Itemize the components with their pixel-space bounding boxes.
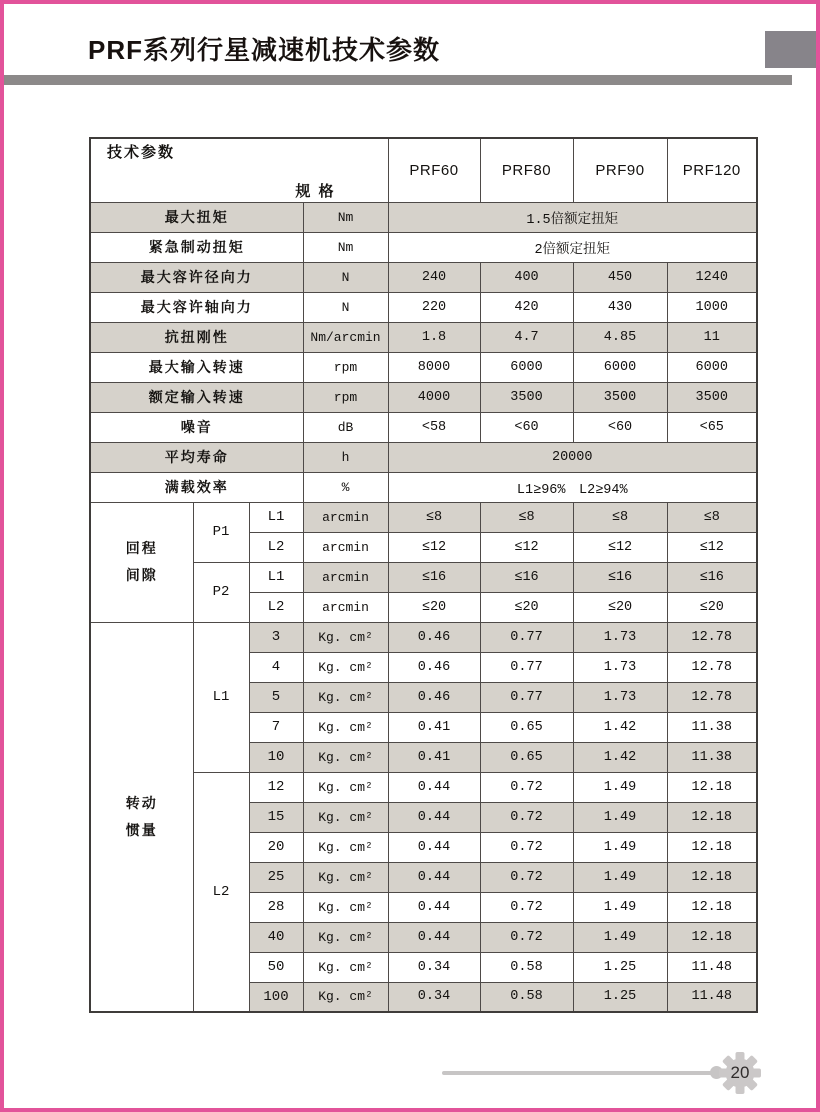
column-header-prf90: PRF90 bbox=[573, 138, 667, 202]
catalog-page bbox=[4, 4, 816, 1108]
value-cell: 12.78 bbox=[667, 652, 757, 682]
value-cell: 0.41 bbox=[388, 742, 480, 772]
row-label: 最大容许轴向力 bbox=[90, 292, 303, 322]
value-cell: 240 bbox=[388, 262, 480, 292]
title-underline-bar bbox=[4, 75, 792, 85]
corner-label-param: 技术参数 bbox=[107, 144, 176, 162]
section-label-line: 回程 bbox=[125, 540, 158, 557]
group-label-l1: L1 bbox=[193, 622, 249, 772]
value-cell: 1.8 bbox=[388, 322, 480, 352]
value-cell: 0.65 bbox=[480, 712, 573, 742]
spec-table bbox=[89, 137, 758, 1013]
value-cell: 1.49 bbox=[573, 892, 667, 922]
value-cell: ≤8 bbox=[480, 502, 573, 532]
value-cell: 1.25 bbox=[573, 982, 667, 1012]
value-cell: 12.18 bbox=[667, 772, 757, 802]
value-cell: ≤16 bbox=[388, 562, 480, 592]
row-label: 紧急制动扭矩 bbox=[90, 232, 303, 262]
value-cell: ≤12 bbox=[667, 532, 757, 562]
value-cell: 4.7 bbox=[480, 322, 573, 352]
value-cell: 12.78 bbox=[667, 682, 757, 712]
value-cell: ≤12 bbox=[480, 532, 573, 562]
value-cell: 3500 bbox=[667, 382, 757, 412]
value-cell: 0.72 bbox=[480, 922, 573, 952]
value-cell: ≤16 bbox=[573, 562, 667, 592]
column-header-prf60: PRF60 bbox=[388, 138, 480, 202]
value-cell: 0.72 bbox=[480, 802, 573, 832]
value-cell: 6000 bbox=[480, 352, 573, 382]
value-cell: 11.38 bbox=[667, 712, 757, 742]
value-cell: ≤20 bbox=[667, 592, 757, 622]
value-cell: 400 bbox=[480, 262, 573, 292]
row-label: 平均寿命 bbox=[90, 442, 303, 472]
value-cell: 1000 bbox=[667, 292, 757, 322]
page-number-badge bbox=[718, 1051, 762, 1095]
value-cell: 1.73 bbox=[573, 682, 667, 712]
unit-cell: Kg. cm² bbox=[303, 772, 388, 802]
value-cell: 0.44 bbox=[388, 832, 480, 862]
value-cell: 0.72 bbox=[480, 832, 573, 862]
value-cell: 0.41 bbox=[388, 712, 480, 742]
value-cell: 1.73 bbox=[573, 622, 667, 652]
corner-label-spec: 规 格 bbox=[295, 183, 336, 201]
value-cell: ≤12 bbox=[573, 532, 667, 562]
value-cell: 0.65 bbox=[480, 742, 573, 772]
unit-cell: Kg. cm² bbox=[303, 892, 388, 922]
unit-cell: Nm bbox=[303, 232, 388, 262]
value-cell: 0.77 bbox=[480, 652, 573, 682]
value-cell: ≤12 bbox=[388, 532, 480, 562]
value-cell: 4000 bbox=[388, 382, 480, 412]
unit-cell: % bbox=[303, 472, 388, 502]
page-title: PRF系列行星减速机技术参数 bbox=[88, 35, 441, 65]
value-cell: ≤20 bbox=[480, 592, 573, 622]
value-cell: ≤8 bbox=[573, 502, 667, 532]
value-cell: ≤8 bbox=[667, 502, 757, 532]
row-label: 抗扭刚性 bbox=[90, 322, 303, 352]
value-cell: <58 bbox=[388, 412, 480, 442]
level-cell: L1 bbox=[249, 502, 303, 532]
value-cell: ≤20 bbox=[388, 592, 480, 622]
value-cell: 0.46 bbox=[388, 682, 480, 712]
group-label-l2: L2 bbox=[193, 772, 249, 1012]
level-cell: L1 bbox=[249, 562, 303, 592]
value-cell: 450 bbox=[573, 262, 667, 292]
ratio-cell: 28 bbox=[249, 892, 303, 922]
value-cell: 12.18 bbox=[667, 862, 757, 892]
value-cell: 1.25 bbox=[573, 952, 667, 982]
value-cell: 420 bbox=[480, 292, 573, 322]
unit-cell: Kg. cm² bbox=[303, 652, 388, 682]
value-cell: 0.34 bbox=[388, 952, 480, 982]
column-header-prf120: PRF120 bbox=[667, 138, 757, 202]
value-cell: 11.48 bbox=[667, 952, 757, 982]
merged-value-cell: 20000 bbox=[388, 442, 757, 472]
value-cell: ≤16 bbox=[667, 562, 757, 592]
unit-cell: N bbox=[303, 262, 388, 292]
unit-cell: rpm bbox=[303, 352, 388, 382]
value-cell: 0.34 bbox=[388, 982, 480, 1012]
section-label-line: 惯量 bbox=[125, 821, 158, 838]
ratio-cell: 25 bbox=[249, 862, 303, 892]
value-cell: ≤20 bbox=[573, 592, 667, 622]
merged-value-cell: 1.5倍额定扭矩 bbox=[388, 202, 757, 232]
value-cell: 1.49 bbox=[573, 772, 667, 802]
value-cell: <60 bbox=[573, 412, 667, 442]
value-cell: 0.72 bbox=[480, 892, 573, 922]
value-cell: 12.18 bbox=[667, 832, 757, 862]
row-label: 最大扭矩 bbox=[90, 202, 303, 232]
value-cell: 0.77 bbox=[480, 622, 573, 652]
group-label-p1: P1 bbox=[193, 502, 249, 562]
column-header-prf80: PRF80 bbox=[480, 138, 573, 202]
ratio-cell: 40 bbox=[249, 922, 303, 952]
value-cell: 0.72 bbox=[480, 772, 573, 802]
value-cell: 12.18 bbox=[667, 892, 757, 922]
value-cell: 11 bbox=[667, 322, 757, 352]
ratio-cell: 50 bbox=[249, 952, 303, 982]
value-cell: 3500 bbox=[573, 382, 667, 412]
value-cell: 1.49 bbox=[573, 832, 667, 862]
merged-value-cell: 2倍额定扭矩 bbox=[388, 232, 757, 262]
value-cell: 220 bbox=[388, 292, 480, 322]
section-label-backlash bbox=[90, 502, 193, 622]
ratio-cell: 4 bbox=[249, 652, 303, 682]
unit-cell: dB bbox=[303, 412, 388, 442]
unit-cell: h bbox=[303, 442, 388, 472]
section-label-line: 转动 bbox=[125, 795, 158, 812]
value-cell: 0.72 bbox=[480, 862, 573, 892]
value-cell: 1.42 bbox=[573, 712, 667, 742]
value-cell: 1.49 bbox=[573, 802, 667, 832]
value-cell: 12.18 bbox=[667, 802, 757, 832]
unit-cell: Kg. cm² bbox=[303, 712, 388, 742]
ratio-cell: 15 bbox=[249, 802, 303, 832]
page-number: 20 bbox=[730, 1063, 750, 1082]
section-label-inertia bbox=[90, 622, 193, 1012]
value-cell: 0.44 bbox=[388, 802, 480, 832]
ratio-cell: 20 bbox=[249, 832, 303, 862]
unit-cell: Kg. cm² bbox=[303, 922, 388, 952]
unit-cell: Kg. cm² bbox=[303, 832, 388, 862]
value-cell: 3500 bbox=[480, 382, 573, 412]
value-cell: 0.44 bbox=[388, 892, 480, 922]
unit-cell: arcmin bbox=[303, 562, 388, 592]
unit-cell: Nm/arcmin bbox=[303, 322, 388, 352]
ratio-cell: 7 bbox=[249, 712, 303, 742]
unit-cell: Kg. cm² bbox=[303, 682, 388, 712]
ratio-cell: 10 bbox=[249, 742, 303, 772]
value-cell: 1.73 bbox=[573, 652, 667, 682]
value-cell: 0.44 bbox=[388, 772, 480, 802]
level-cell: L2 bbox=[249, 592, 303, 622]
merged-value-cell: L1≥96% L2≥94% bbox=[388, 472, 757, 502]
unit-cell: rpm bbox=[303, 382, 388, 412]
value-cell: 1240 bbox=[667, 262, 757, 292]
ratio-cell: 12 bbox=[249, 772, 303, 802]
value-cell: ≤16 bbox=[480, 562, 573, 592]
ratio-cell: 3 bbox=[249, 622, 303, 652]
ratio-cell: 100 bbox=[249, 982, 303, 1012]
value-cell: 0.58 bbox=[480, 952, 573, 982]
unit-cell: arcmin bbox=[303, 592, 388, 622]
unit-cell: Kg. cm² bbox=[303, 622, 388, 652]
level-cell: L2 bbox=[249, 532, 303, 562]
unit-cell: arcmin bbox=[303, 532, 388, 562]
group-label-p2: P2 bbox=[193, 562, 249, 622]
unit-cell: N bbox=[303, 292, 388, 322]
value-cell: 12.18 bbox=[667, 922, 757, 952]
footer-rule bbox=[442, 1071, 718, 1075]
spec-table-container bbox=[89, 137, 758, 1013]
value-cell: 6000 bbox=[667, 352, 757, 382]
corner-accent-block bbox=[765, 31, 816, 68]
value-cell: 430 bbox=[573, 292, 667, 322]
unit-cell: Kg. cm² bbox=[303, 802, 388, 832]
value-cell: 0.58 bbox=[480, 982, 573, 1012]
row-label: 最大容许径向力 bbox=[90, 262, 303, 292]
value-cell: 0.44 bbox=[388, 922, 480, 952]
value-cell: 1.49 bbox=[573, 862, 667, 892]
value-cell: 0.44 bbox=[388, 862, 480, 892]
value-cell: 1.49 bbox=[573, 922, 667, 952]
value-cell: 12.78 bbox=[667, 622, 757, 652]
row-label: 最大输入转速 bbox=[90, 352, 303, 382]
unit-cell: Kg. cm² bbox=[303, 952, 388, 982]
row-label: 噪音 bbox=[90, 412, 303, 442]
unit-cell: Kg. cm² bbox=[303, 742, 388, 772]
value-cell: 8000 bbox=[388, 352, 480, 382]
value-cell: 6000 bbox=[573, 352, 667, 382]
section-label-line: 间隙 bbox=[125, 567, 158, 583]
value-cell: <65 bbox=[667, 412, 757, 442]
table-corner-cell bbox=[90, 138, 388, 202]
unit-cell: Kg. cm² bbox=[303, 982, 388, 1012]
value-cell: <60 bbox=[480, 412, 573, 442]
value-cell: 4.85 bbox=[573, 322, 667, 352]
ratio-cell: 5 bbox=[249, 682, 303, 712]
value-cell: 1.42 bbox=[573, 742, 667, 772]
value-cell: 0.46 bbox=[388, 652, 480, 682]
row-label: 满载效率 bbox=[90, 472, 303, 502]
unit-cell: Kg. cm² bbox=[303, 862, 388, 892]
value-cell: 11.38 bbox=[667, 742, 757, 772]
unit-cell: arcmin bbox=[303, 502, 388, 532]
row-label: 额定输入转速 bbox=[90, 382, 303, 412]
value-cell: 0.77 bbox=[480, 682, 573, 712]
value-cell: 11.48 bbox=[667, 982, 757, 1012]
unit-cell: Nm bbox=[303, 202, 388, 232]
value-cell: 0.46 bbox=[388, 622, 480, 652]
value-cell: ≤8 bbox=[388, 502, 480, 532]
